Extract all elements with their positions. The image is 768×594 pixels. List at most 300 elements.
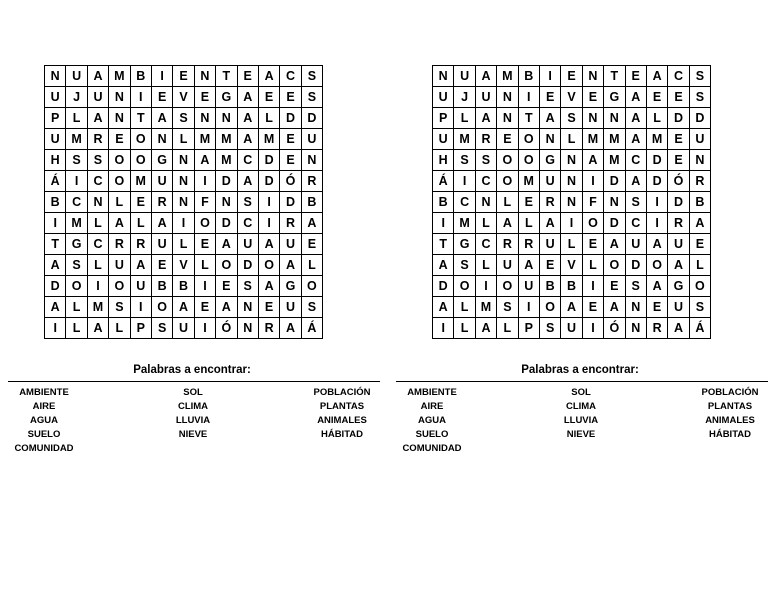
grid-cell: L (173, 234, 194, 255)
grid-cell: G (66, 234, 87, 255)
word-column (292, 386, 392, 442)
grid-cell: E (668, 129, 689, 150)
grid-cell: O (646, 255, 667, 276)
grid-cell: C (625, 150, 646, 171)
word-item: HÁBITAD (320, 429, 364, 440)
grid-cell: R (130, 234, 151, 255)
grid-cell: A (87, 66, 108, 87)
grid-cell: J (454, 87, 475, 108)
grid-cell: S (301, 66, 322, 87)
word-item: PLANTAS (319, 401, 365, 412)
grid-cell: R (539, 192, 560, 213)
grid-cell: C (475, 171, 496, 192)
grid-cell: A (497, 213, 518, 234)
grid-row (45, 87, 323, 108)
word-column (382, 386, 482, 456)
grid-cell: E (582, 87, 603, 108)
grid-cell: I (194, 276, 215, 297)
grid-cell: R (497, 234, 518, 255)
grid-cell: L (173, 129, 194, 150)
grid-cell: A (237, 108, 258, 129)
grid-cell: L (454, 108, 475, 129)
grid-cell: S (237, 276, 258, 297)
grid-cell: B (689, 192, 710, 213)
grid-row (45, 66, 323, 87)
grid-cell: B (151, 276, 172, 297)
grid-cell: D (216, 171, 237, 192)
grid-cell: C (668, 66, 689, 87)
grid-cell: A (582, 150, 603, 171)
grid-cell: E (646, 87, 667, 108)
grid-cell: V (561, 255, 582, 276)
grid-cell: N (216, 192, 237, 213)
grid-cell: M (582, 129, 603, 150)
grid-cell: I (561, 213, 582, 234)
grid-cell: I (130, 297, 151, 318)
grid-cell: B (433, 192, 454, 213)
grid-cell: D (646, 171, 667, 192)
grid-cell: A (258, 234, 279, 255)
grid-row (433, 276, 711, 297)
grid-row (45, 129, 323, 150)
grid-cell: E (237, 66, 258, 87)
grid-cell: N (237, 318, 258, 339)
grid-cell: R (151, 192, 172, 213)
grid-cell: S (173, 108, 194, 129)
grid-cell: O (66, 276, 87, 297)
grid-cell: E (216, 276, 237, 297)
grid-row (45, 276, 323, 297)
grid-cell: L (258, 108, 279, 129)
letter-grid (432, 65, 711, 339)
grid-cell: O (109, 171, 130, 192)
grid-cell: Á (433, 171, 454, 192)
word-item: CLIMA (565, 401, 597, 412)
grid-cell: A (689, 213, 710, 234)
grid-cell: I (518, 87, 539, 108)
grid-cell: E (561, 66, 582, 87)
grid-cell: O (216, 255, 237, 276)
grid-cell: I (539, 66, 560, 87)
grid-cell: Á (689, 318, 710, 339)
word-item: SOL (183, 387, 203, 398)
grid-cell: N (689, 150, 710, 171)
grid-row (433, 297, 711, 318)
grid-cell: I (258, 192, 279, 213)
grid-cell: G (539, 150, 560, 171)
grid-cell: A (625, 129, 646, 150)
grid-cell: I (475, 276, 496, 297)
grid-cell: T (45, 234, 66, 255)
grid-cell: A (109, 213, 130, 234)
grid-cell: E (130, 192, 151, 213)
letter-grid (44, 65, 323, 339)
grid-cell: L (561, 129, 582, 150)
grid-cell: N (625, 297, 646, 318)
grid-cell: U (301, 129, 322, 150)
grid-cell: L (130, 213, 151, 234)
grid-cell: V (173, 255, 194, 276)
grid-cell: P (130, 318, 151, 339)
grid-cell: M (130, 171, 151, 192)
grid-cell: I (582, 318, 603, 339)
grid-cell: T (130, 108, 151, 129)
grid-cell: L (689, 255, 710, 276)
grid-cell: Ó (668, 171, 689, 192)
grid-cell: A (475, 318, 496, 339)
grid-cell: U (668, 234, 689, 255)
word-item: AGUA (418, 415, 446, 426)
grid-cell: U (45, 129, 66, 150)
grid-cell: T (433, 234, 454, 255)
grid-row (45, 150, 323, 171)
grid-cell: U (625, 234, 646, 255)
grid-row (433, 213, 711, 234)
grid-cell: E (604, 276, 625, 297)
grid-cell: N (109, 108, 130, 129)
grid-cell: B (45, 192, 66, 213)
grid-cell: A (539, 108, 560, 129)
word-item: POBLACIÓN (313, 387, 371, 398)
grid-cell: E (280, 129, 301, 150)
grid-cell: L (497, 192, 518, 213)
grid-cell: S (301, 297, 322, 318)
grid-cell: D (258, 171, 279, 192)
grid-cell: O (258, 255, 279, 276)
grid-cell: R (280, 213, 301, 234)
grid-cell: A (668, 318, 689, 339)
grid-cell: S (454, 150, 475, 171)
grid-cell: C (625, 213, 646, 234)
words-title: Palabras a encontrar: (521, 364, 639, 376)
grid-cell: S (625, 192, 646, 213)
grid-cell: E (668, 87, 689, 108)
grid-cell: N (301, 150, 322, 171)
grid-cell: S (87, 150, 108, 171)
grid-cell: O (582, 213, 603, 234)
grid-cell: L (66, 297, 87, 318)
grid-row (433, 255, 711, 276)
grid-cell: Á (301, 318, 322, 339)
grid-cell: Á (45, 171, 66, 192)
grid-row (45, 192, 323, 213)
grid-cell: M (604, 150, 625, 171)
grid-cell: O (130, 150, 151, 171)
grid-cell: U (689, 129, 710, 150)
grid-cell: N (194, 66, 215, 87)
grid-cell: A (216, 234, 237, 255)
grid-cell: E (258, 297, 279, 318)
grid-cell: L (497, 318, 518, 339)
grid-cell: D (280, 108, 301, 129)
grid-cell: E (625, 66, 646, 87)
divider (8, 381, 380, 382)
grid-cell: G (216, 87, 237, 108)
grid-cell: C (87, 234, 108, 255)
grid-cell: U (173, 318, 194, 339)
grid-cell: A (625, 108, 646, 129)
grid-cell: A (237, 171, 258, 192)
grid-cell: R (646, 318, 667, 339)
grid-row (433, 192, 711, 213)
grid-cell: N (497, 108, 518, 129)
word-item: COMUNIDAD (14, 443, 74, 454)
grid-cell: H (45, 150, 66, 171)
grid-cell: E (194, 87, 215, 108)
word-item: LLUVIA (175, 415, 211, 426)
grid-cell: S (689, 87, 710, 108)
word-item: AMBIENTE (19, 387, 69, 398)
grid-cell: U (237, 234, 258, 255)
grid-cell: A (87, 318, 108, 339)
grid-cell: A (216, 297, 237, 318)
grid-cell: E (539, 255, 560, 276)
grid-cell: M (454, 213, 475, 234)
grid-cell: D (258, 150, 279, 171)
grid-cell: S (689, 66, 710, 87)
grid-cell: O (689, 276, 710, 297)
grid-cell: I (646, 213, 667, 234)
grid-cell: E (258, 87, 279, 108)
word-item: PLANTAS (707, 401, 753, 412)
grid-cell: U (151, 171, 172, 192)
grid-cell: H (433, 150, 454, 171)
grid-cell: T (604, 66, 625, 87)
grid-cell: E (518, 192, 539, 213)
grid-cell: I (194, 318, 215, 339)
grid-cell: O (454, 276, 475, 297)
grid-cell: A (237, 129, 258, 150)
grid-cell: N (87, 192, 108, 213)
grid-cell: S (151, 318, 172, 339)
grid-cell: N (237, 297, 258, 318)
grid-cell: B (173, 276, 194, 297)
grid-cell: N (561, 150, 582, 171)
grid-cell: P (518, 318, 539, 339)
grid-cell: L (87, 213, 108, 234)
grid-cell: U (668, 297, 689, 318)
grid-row (45, 171, 323, 192)
grid-cell: E (689, 234, 710, 255)
grid-cell: N (539, 129, 560, 150)
grid-cell: E (301, 234, 322, 255)
grid-cell: D (625, 255, 646, 276)
grid-cell: O (151, 297, 172, 318)
grid-cell: A (646, 66, 667, 87)
grid-cell: N (173, 192, 194, 213)
grid-cell: R (689, 171, 710, 192)
grid-cell: S (66, 255, 87, 276)
words-title: Palabras a encontrar: (133, 364, 251, 376)
grid-cell: A (646, 276, 667, 297)
grid-cell: B (301, 192, 322, 213)
grid-cell: G (604, 87, 625, 108)
grid-cell: A (475, 108, 496, 129)
grid-cell: U (561, 318, 582, 339)
grid-cell: E (582, 234, 603, 255)
grid-cell: M (454, 129, 475, 150)
grid-cell: L (87, 255, 108, 276)
grid-cell: M (258, 129, 279, 150)
grid-cell: U (433, 87, 454, 108)
grid-cell: I (433, 318, 454, 339)
grid-cell: I (173, 213, 194, 234)
grid-cell: N (604, 108, 625, 129)
grid-cell: M (87, 297, 108, 318)
grid-cell: S (539, 318, 560, 339)
grid-cell: A (87, 108, 108, 129)
grid-cell: S (497, 297, 518, 318)
grid-cell: M (216, 150, 237, 171)
grid-cell: B (130, 66, 151, 87)
grid-cell: O (301, 276, 322, 297)
grid-cell: I (151, 66, 172, 87)
grid-cell: S (109, 297, 130, 318)
grid-cell: O (497, 171, 518, 192)
grid-row (45, 318, 323, 339)
grid-cell: U (475, 87, 496, 108)
grid-cell: R (668, 213, 689, 234)
grid-cell: O (604, 255, 625, 276)
grid-cell: A (151, 213, 172, 234)
grid-cell: B (561, 276, 582, 297)
grid-cell: N (151, 129, 172, 150)
grid-cell: A (625, 87, 646, 108)
grid-row (433, 150, 711, 171)
grid-cell: A (625, 171, 646, 192)
grid-cell: M (66, 129, 87, 150)
grid-cell: L (454, 318, 475, 339)
word-item: POBLACIÓN (701, 387, 759, 398)
grid-cell: U (280, 297, 301, 318)
word-column (0, 386, 94, 456)
grid-cell: U (66, 66, 87, 87)
word-item: AIRE (32, 401, 56, 412)
grid-cell: T (216, 66, 237, 87)
grid-cell: A (237, 87, 258, 108)
grid-cell: S (66, 150, 87, 171)
grid-cell: A (539, 213, 560, 234)
grid-cell: M (475, 297, 496, 318)
grid-cell: U (280, 234, 301, 255)
grid-cell: I (454, 171, 475, 192)
grid-cell: N (475, 192, 496, 213)
grid-cell: E (668, 150, 689, 171)
grid-cell: L (475, 213, 496, 234)
grid-cell: E (646, 297, 667, 318)
grid-cell: O (497, 276, 518, 297)
grid-cell: I (130, 87, 151, 108)
word-item: SUELO (415, 429, 449, 440)
grid-cell: L (66, 318, 87, 339)
grid-cell: N (604, 192, 625, 213)
grid-cell: R (475, 129, 496, 150)
grid-cell: A (604, 297, 625, 318)
grid-cell: G (151, 150, 172, 171)
grid-cell: L (194, 255, 215, 276)
word-item: SUELO (27, 429, 61, 440)
grid-cell: P (433, 108, 454, 129)
word-search-sheet-right (388, 0, 768, 594)
grid-row (45, 108, 323, 129)
grid-cell: I (87, 276, 108, 297)
grid-cell: T (518, 108, 539, 129)
grid-cell: R (109, 234, 130, 255)
grid-cell: A (433, 255, 454, 276)
word-item: COMUNIDAD (402, 443, 462, 454)
grid-cell: U (109, 255, 130, 276)
grid-row (433, 234, 711, 255)
grid-cell: D (237, 255, 258, 276)
grid-cell: U (539, 234, 560, 255)
grid-row (45, 234, 323, 255)
grid-row (45, 213, 323, 234)
word-item: LLUVIA (563, 415, 599, 426)
grid-cell: A (433, 297, 454, 318)
grid-cell: A (194, 150, 215, 171)
word-column (531, 386, 631, 442)
grid-cell: M (194, 129, 215, 150)
grid-cell: N (497, 87, 518, 108)
word-item: CLIMA (177, 401, 209, 412)
grid-cell: D (604, 171, 625, 192)
grid-cell: O (194, 213, 215, 234)
grid-cell: F (582, 192, 603, 213)
grid-row (433, 108, 711, 129)
grid-cell: A (604, 234, 625, 255)
grid-cell: A (561, 297, 582, 318)
grid-cell: E (539, 87, 560, 108)
grid-cell: L (582, 255, 603, 276)
grid-cell: M (66, 213, 87, 234)
grid-cell: M (646, 129, 667, 150)
grid-cell: C (87, 171, 108, 192)
grid-cell: E (173, 66, 194, 87)
grid-cell: E (280, 87, 301, 108)
grid-row (45, 255, 323, 276)
grid-cell: S (454, 255, 475, 276)
grid-cell: S (561, 108, 582, 129)
grid-cell: E (109, 129, 130, 150)
grid-cell: I (45, 213, 66, 234)
grid-cell: E (194, 297, 215, 318)
word-item: ANIMALES (317, 415, 367, 426)
grid-cell: A (518, 255, 539, 276)
grid-cell: M (216, 129, 237, 150)
grid-cell: L (66, 108, 87, 129)
divider (396, 381, 768, 382)
grid-cell: D (45, 276, 66, 297)
grid-cell: L (518, 213, 539, 234)
grid-cell: G (454, 234, 475, 255)
grid-cell: J (66, 87, 87, 108)
grid-cell: E (151, 87, 172, 108)
grid-row (45, 297, 323, 318)
grid-cell: R (87, 129, 108, 150)
grid-cell: B (518, 66, 539, 87)
grid-cell: L (454, 297, 475, 318)
word-item: NIEVE (566, 429, 596, 440)
grid-cell: Ó (280, 171, 301, 192)
grid-cell: B (539, 276, 560, 297)
grid-cell: N (582, 108, 603, 129)
grid-cell: D (280, 192, 301, 213)
grid-cell: D (301, 108, 322, 129)
word-item: AGUA (30, 415, 58, 426)
grid-cell: G (280, 276, 301, 297)
grid-cell: U (497, 255, 518, 276)
grid-cell: Ó (216, 318, 237, 339)
